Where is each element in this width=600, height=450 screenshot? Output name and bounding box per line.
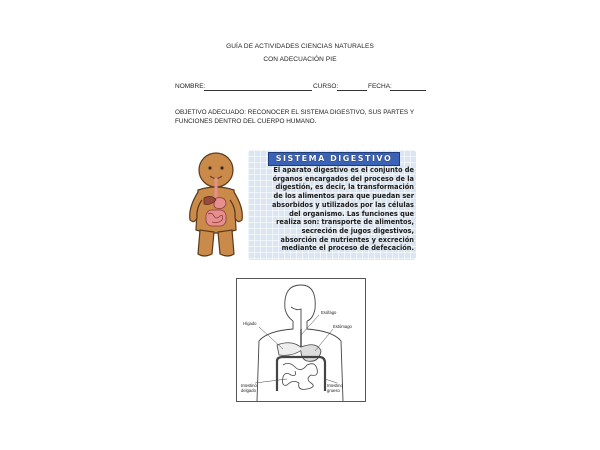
objective-text: OBJETIVO ADECUADO: RECONOCER EL SISTEMA DIGESTIVO, SUS PARTES Y FUNCIONES DENTRO DEL CUERPO HUMANO. <box>175 109 414 125</box>
label-stomach: Estómago <box>333 324 352 329</box>
name-field[interactable] <box>204 83 312 91</box>
label-small-intestine: Intestino delgado <box>241 383 257 393</box>
date-field[interactable] <box>390 83 426 91</box>
course-field[interactable] <box>337 83 367 91</box>
page-title: GUÍA DE ACTIVIDADES CIENCIAS NATURALES <box>226 43 374 50</box>
label-liver: Hígado <box>243 321 257 326</box>
label-large-intestine: Intestino grueso <box>327 383 343 393</box>
page-subtitle: CON ADECUACIÓN PIE <box>263 56 337 63</box>
digestive-banner <box>186 148 416 264</box>
banner-title: SISTEMA DIGESTIVO <box>268 152 400 166</box>
date-label: FECHA: <box>368 83 392 90</box>
name-label: NOMBRE: <box>175 83 206 90</box>
label-esophagus: Esófago <box>321 310 337 315</box>
digestive-diagram <box>236 278 366 402</box>
banner-text: El aparato digestivo es el conjunto de órganos encargados del proceso de la digestión, es decir, la transformación de los alimentos para que puedan ser absorbidos y utilizados por las células del organismo. Las funciones que realiza son: transporte de alimentos, secreción de jugos digestivos, absorción de nutrientes y excreción mediante el proceso de defecación. <box>271 166 414 253</box>
course-label: CURSO: <box>313 83 339 90</box>
